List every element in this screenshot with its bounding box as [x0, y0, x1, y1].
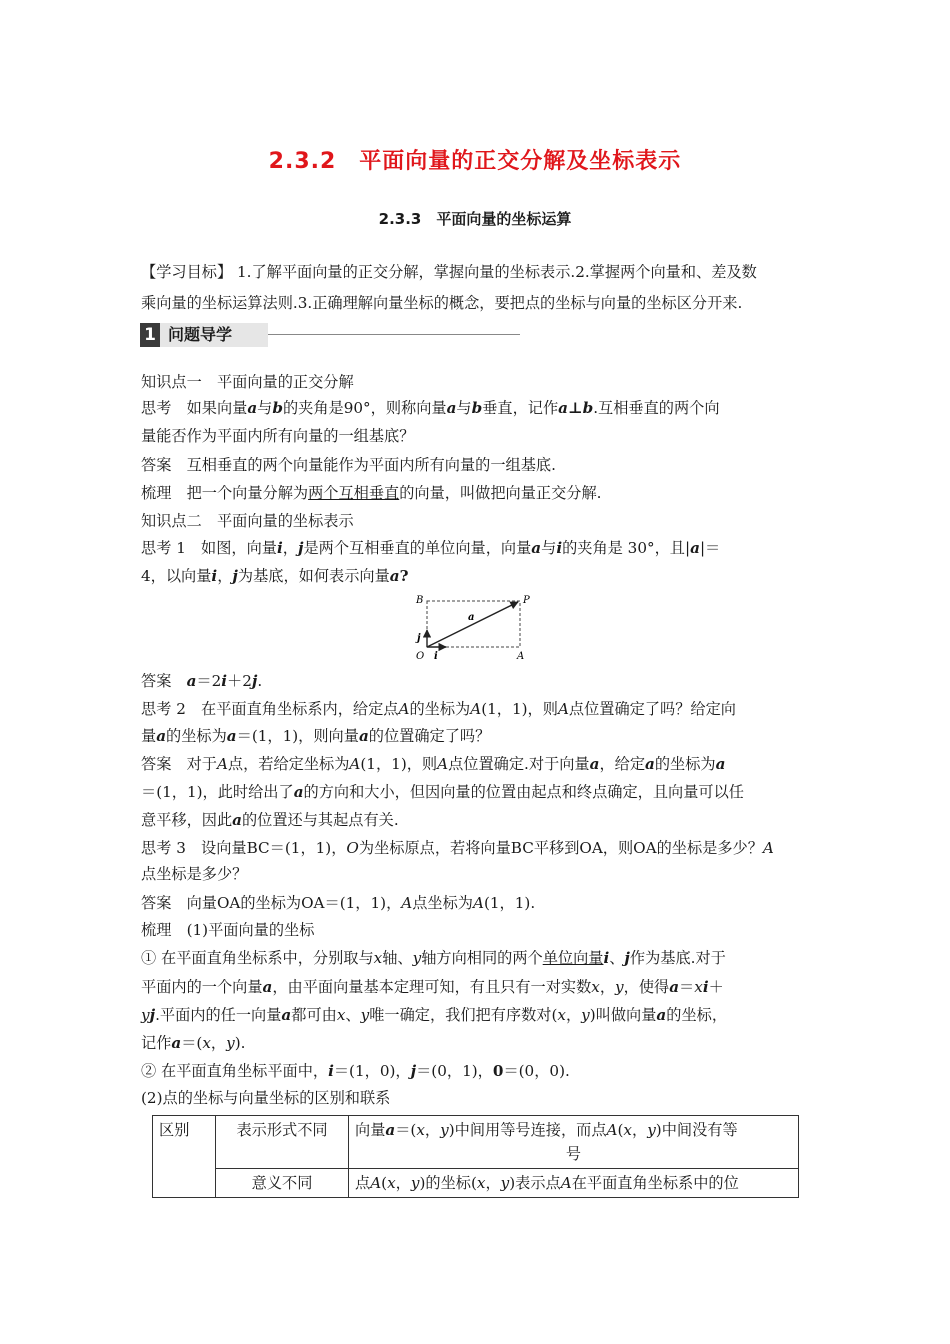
section-rule	[268, 334, 520, 335]
k2-heading: 知识点二 平面向量的坐标表示	[141, 512, 354, 530]
k2-answer2-line-2: ＝(1，1)，此时给出了a的方向和大小，但因向量的位置由起点和终点确定，且向量可以任	[141, 783, 744, 801]
k2-think3-line-1: 思考 3 设向量BC＝(1，1)，O为坐标原点，若将向量BC平移到OA，则OA的坐标是多少？A	[141, 839, 774, 857]
k2-answer1: 答案 a＝2i＋2j.	[141, 672, 263, 690]
table-cell-row2-label: 意义不同	[216, 1169, 349, 1198]
objectives-line-2: 乘向量的坐标运算法则.3.正确理解向量坐标的概念，要把点的坐标与向量的坐标区分开来.	[141, 294, 743, 312]
k1-think-line-1: 思考 如果向量a与b的夹角是90°，则称向量a与b垂直，记作a⊥b.互相垂直的两个向	[141, 399, 720, 417]
k2-think2-line-2: 量a的坐标为a＝(1，1)，则向量a的位置确定了吗？	[141, 727, 491, 745]
k2-summary-1-line-1: ① 在平面直角坐标系中，分别取与x轴、y轴方向相同的两个单位向量i、j作为基底.对于	[141, 949, 726, 967]
k2-answer2-line-3: 意平移，因此a的位置还与其起点有关.	[141, 811, 399, 829]
label-P: P	[523, 595, 530, 606]
section-title: 问题导学	[160, 323, 268, 347]
k2-summary-heading: 梳理 (1)平面向量的坐标	[141, 921, 315, 939]
k2-summary-1-line-3: yj.平面内的任一向量a都可由x、y唯一确定，我们把有序数对(x，y)叫做向量a的坐标，	[141, 1006, 728, 1024]
label-i: i	[434, 651, 438, 662]
label-j: j	[417, 633, 421, 644]
k1-think-line-2: 量能否作为平面内所有向量的一组基底？	[141, 427, 415, 445]
k2-summary-2: ② 在平面直角坐标平面中，i＝(1，0)，j＝(0，1)，0＝(0，0).	[141, 1062, 570, 1080]
table-cell-row1-label: 表示形式不同	[216, 1116, 349, 1169]
k2-think1-line-1: 思考 1 如图，向量i，j是两个互相垂直的单位向量，向量a与i的夹角是 30°，且|a|＝	[141, 539, 721, 557]
k2-think3-line-2: 点坐标是多少？	[141, 865, 248, 883]
k1-answer: 答案 互相垂直的两个向量能作为平面内所有向量的一组基底.	[141, 456, 556, 474]
k2-summary-1-line-4: 记作a＝(x，y).	[141, 1034, 246, 1052]
k2-answer3: 答案 向量OA的坐标为OA＝(1，1)，A点坐标为A(1，1).	[141, 894, 536, 912]
section-header	[140, 323, 520, 347]
vector-a-arrow	[427, 602, 518, 647]
table-cell-row1-content: 向量a＝(x，y)中间用等号连接，而点A(x，y)中间没有等 号	[349, 1116, 799, 1169]
k2-summary-1-line-2: 平面内的一个向量a，由平面向量基本定理可知，有且只有一对实数x，y，使得a＝xi＋	[141, 978, 724, 996]
table-cell-row2-content: 点A(x，y)的坐标(x，y)表示点A在平面直角坐标系中的位	[349, 1169, 799, 1198]
k2-think2-line-1: 思考 2 在平面直角坐标系内，给定点A的坐标为A(1，1)，则A点位置确定了吗？给定向	[141, 700, 736, 718]
label-A: A	[517, 651, 525, 662]
k2-think1-line-2: 4，以向量i，j为基底，如何表示向量a?	[141, 567, 409, 585]
table-row	[153, 1169, 799, 1198]
label-B: B	[416, 595, 424, 606]
k2-answer2-line-1: 答案 对于A点，若给定坐标为A(1，1)，则A点位置确定.对于向量a，给定a的坐标为a	[141, 755, 726, 773]
k1-summary: 梳理 把一个向量分解为两个互相垂直的向量，叫做把向量正交分解.	[141, 484, 602, 502]
label-a: a	[468, 612, 475, 623]
k1-heading: 知识点一 平面向量的正交分解	[141, 373, 354, 391]
vector-diagram	[410, 590, 540, 666]
objectives-line-1: 【学习目标】 1.了解平面向量的正交分解，掌握向量的坐标表示.2.掌握两个向量和、差及数	[141, 263, 757, 281]
label-O: O	[416, 651, 425, 662]
page-subtitle: 2.3.3 平面向量的坐标运算	[378, 210, 572, 228]
section-number: 1	[140, 323, 160, 347]
table-cell-category: 区别	[153, 1116, 216, 1198]
k2-summary-3: (2)点的坐标与向量坐标的区别和联系	[141, 1089, 391, 1107]
comparison-table	[152, 1115, 799, 1198]
page-title: 2.3.2 平面向量的正交分解及坐标表示	[268, 149, 682, 174]
table-row	[153, 1116, 799, 1169]
